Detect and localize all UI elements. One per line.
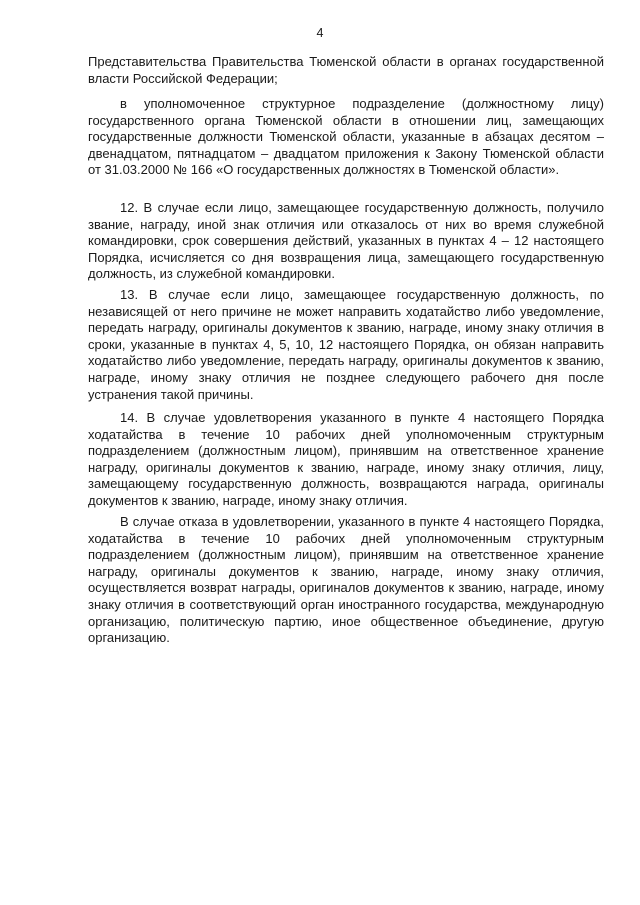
paragraph-item-12 — [88, 200, 604, 283]
paragraph-authorized-unit — [88, 96, 604, 179]
paragraph-refusal — [88, 514, 604, 647]
paragraph-item-13 — [88, 287, 604, 403]
paragraph-continuation — [88, 54, 604, 87]
paragraph-text: 13. В случае если лицо, замещающее государственную должность, по независящей от него причине не может направить ходатайство либо уведомление, передать награду, оригиналы документов к званию, награде, иному знаку отличия в сроки, указанные в пунктах 4, 5, 10, 12 настоящего Порядка, он обязан направить ходатайство либо уведомление, передать награду, оригиналы документов к званию, награде, иному знаку отличия не позднее следующего рабочего дня после устранения такой причины. — [88, 287, 604, 402]
paragraph-item-14 — [88, 410, 604, 510]
paragraph-text: 14. В случае удовлетворения указанного в пункте 4 настоящего Порядка ходатайства в течение 10 рабочих дней уполномоченным структурным подразделением (должностным лицом), принявшим на ответственное хранение награду, оригиналы документов к званию, награде, иному знаку отличия, лицу, замещающему государственную должность, возвращаются награда, оригиналы документов к званию, награде, иному знаку отличия. — [88, 410, 604, 508]
paragraph-text: 12. В случае если лицо, замещающее государственную должность, получило звание, награду, иной знак отличия или отказалось от них во время служебной командировки, срок совершения действий, указанных в пунктах 4 – 12 настоящего Порядка, исчисляется со дня возвращения лица, замещающего государственную должность, из служебной командировки. — [88, 200, 604, 282]
page-number: 4 — [316, 26, 324, 40]
paragraph-text: в уполномоченное структурное подразделение (должностному лицу) государственного органа Тюменской области в отношении лиц, замещающих государственные должности Тюменской области, указанные в абзацах десятом – двенадцатом, пятнадцатом – двадцатом приложения к Закону Тюменской области от 31.03.2000 № 166 «О государственных должностях в Тюменской области». — [88, 96, 604, 178]
paragraph-text: В случае отказа в удовлетворении, указанного в пункте 4 настоящего Порядка, ходатайства в течение 10 рабочих дней уполномоченным структурным подразделением (должностным лицом), принявшим на ответственное хранение награду, оригиналы документов к званию, награде, иному знаку отличия, осуществляется возврат награды, оригиналов документов к званию, награде, иному знаку отличия в соответствующий орган иностранного государства, международную организацию, политическую партию, иное общественное объединение, другую организацию. — [88, 514, 604, 646]
paragraph-text: Представительства Правительства Тюменской области в органах государственной власти Российской Федерации; — [88, 54, 604, 86]
